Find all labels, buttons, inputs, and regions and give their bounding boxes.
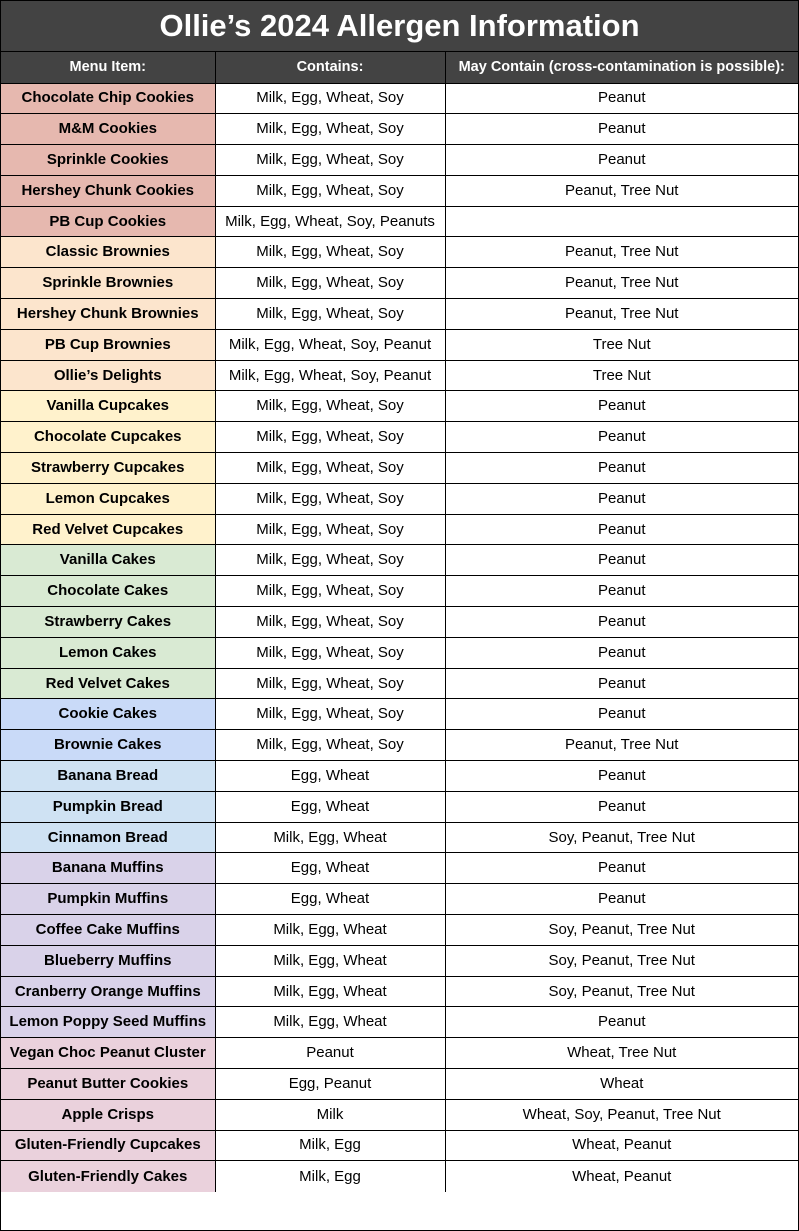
may-contain-cell: Peanut, Tree Nut (445, 730, 798, 761)
may-contain-cell: Peanut (445, 668, 798, 699)
contains-cell: Milk, Egg, Wheat, Soy (215, 145, 445, 176)
may-contain-cell: Tree Nut (445, 329, 798, 360)
may-contain-cell: Peanut, Tree Nut (445, 268, 798, 299)
menu-item-cell: Lemon Poppy Seed Muffins (1, 1007, 215, 1038)
contains-cell: Milk, Egg, Wheat, Soy (215, 637, 445, 668)
contains-cell: Milk, Egg, Wheat (215, 915, 445, 946)
table-row (1, 237, 798, 268)
may-contain-cell: Peanut (445, 607, 798, 638)
table-row (1, 915, 798, 946)
contains-cell: Milk, Egg, Wheat, Soy (215, 391, 445, 422)
may-contain-cell: Peanut (445, 576, 798, 607)
menu-item-cell: Vegan Choc Peanut Cluster (1, 1038, 215, 1069)
menu-item-cell: Hershey Chunk Cookies (1, 175, 215, 206)
contains-cell: Milk, Egg, Wheat (215, 976, 445, 1007)
contains-cell: Milk, Egg, Wheat (215, 945, 445, 976)
contains-cell: Milk, Egg, Wheat, Soy (215, 514, 445, 545)
menu-item-cell: Red Velvet Cupcakes (1, 514, 215, 545)
may-contain-cell: Peanut (445, 145, 798, 176)
menu-item-cell: Peanut Butter Cookies (1, 1069, 215, 1100)
menu-item-cell: Cranberry Orange Muffins (1, 976, 215, 1007)
may-contain-cell: Peanut (445, 637, 798, 668)
contains-cell: Milk, Egg, Wheat, Soy (215, 175, 445, 206)
contains-cell: Egg, Peanut (215, 1069, 445, 1100)
table-row (1, 145, 798, 176)
menu-item-cell: Strawberry Cakes (1, 607, 215, 638)
contains-cell: Milk, Egg, Wheat, Soy (215, 237, 445, 268)
table-row (1, 1038, 798, 1069)
may-contain-cell: Peanut (445, 791, 798, 822)
menu-item-cell: Classic Brownies (1, 237, 215, 268)
menu-item-cell: Gluten-Friendly Cupcakes (1, 1130, 215, 1161)
table-row (1, 791, 798, 822)
contains-cell: Milk, Egg, Wheat, Soy, Peanuts (215, 206, 445, 237)
may-contain-cell: Peanut, Tree Nut (445, 237, 798, 268)
contains-cell: Milk, Egg, Wheat, Soy, Peanut (215, 360, 445, 391)
table-row (1, 422, 798, 453)
menu-item-cell: Hershey Chunk Brownies (1, 299, 215, 330)
menu-item-cell: Banana Bread (1, 761, 215, 792)
menu-item-cell: Apple Crisps (1, 1099, 215, 1130)
table-row (1, 360, 798, 391)
menu-item-cell: Chocolate Chip Cookies (1, 83, 215, 114)
table-row (1, 299, 798, 330)
table-row (1, 1099, 798, 1130)
may-contain-cell: Peanut (445, 483, 798, 514)
may-contain-cell: Soy, Peanut, Tree Nut (445, 976, 798, 1007)
may-contain-cell: Peanut (445, 699, 798, 730)
page-title: Ollie’s 2024 Allergen Information (1, 1, 798, 52)
menu-item-cell: Chocolate Cupcakes (1, 422, 215, 453)
table-row (1, 114, 798, 145)
may-contain-cell: Wheat (445, 1069, 798, 1100)
table-row (1, 576, 798, 607)
menu-item-cell: Vanilla Cakes (1, 545, 215, 576)
contains-cell: Milk, Egg, Wheat, Soy (215, 576, 445, 607)
menu-item-cell: Gluten-Friendly Cakes (1, 1161, 215, 1192)
may-contain-cell: Soy, Peanut, Tree Nut (445, 915, 798, 946)
contains-cell: Milk, Egg, Wheat, Soy (215, 422, 445, 453)
header-row (1, 52, 798, 83)
may-contain-cell: Peanut, Tree Nut (445, 175, 798, 206)
table-row (1, 730, 798, 761)
contains-cell: Milk, Egg, Wheat, Soy (215, 545, 445, 576)
table-row (1, 391, 798, 422)
contains-cell: Milk, Egg (215, 1161, 445, 1192)
table-row (1, 607, 798, 638)
menu-item-cell: Vanilla Cupcakes (1, 391, 215, 422)
table-row (1, 483, 798, 514)
table-row (1, 1007, 798, 1038)
column-header-menu-item: Menu Item: (1, 52, 215, 83)
table-row (1, 853, 798, 884)
menu-item-cell: Red Velvet Cakes (1, 668, 215, 699)
menu-item-cell: Chocolate Cakes (1, 576, 215, 607)
menu-item-cell: Pumpkin Bread (1, 791, 215, 822)
may-contain-cell: Tree Nut (445, 360, 798, 391)
menu-item-cell: Sprinkle Cookies (1, 145, 215, 176)
menu-item-cell: Coffee Cake Muffins (1, 915, 215, 946)
contains-cell: Milk, Egg, Wheat (215, 822, 445, 853)
contains-cell: Egg, Wheat (215, 853, 445, 884)
menu-item-cell: Blueberry Muffins (1, 945, 215, 976)
may-contain-cell: Peanut (445, 391, 798, 422)
contains-cell: Peanut (215, 1038, 445, 1069)
may-contain-cell: Peanut (445, 853, 798, 884)
may-contain-cell: Peanut (445, 453, 798, 484)
menu-item-cell: Lemon Cakes (1, 637, 215, 668)
may-contain-cell (445, 206, 798, 237)
may-contain-cell: Wheat, Peanut (445, 1161, 798, 1192)
may-contain-cell: Peanut, Tree Nut (445, 299, 798, 330)
table-row (1, 884, 798, 915)
menu-item-cell: Cookie Cakes (1, 699, 215, 730)
menu-item-cell: Pumpkin Muffins (1, 884, 215, 915)
may-contain-cell: Peanut (445, 514, 798, 545)
contains-cell: Milk, Egg (215, 1130, 445, 1161)
contains-cell: Milk, Egg, Wheat, Soy (215, 483, 445, 514)
contains-cell: Milk (215, 1099, 445, 1130)
table-row (1, 1161, 798, 1192)
may-contain-cell: Wheat, Soy, Peanut, Tree Nut (445, 1099, 798, 1130)
menu-item-cell: Banana Muffins (1, 853, 215, 884)
menu-item-cell: Sprinkle Brownies (1, 268, 215, 299)
table-row (1, 175, 798, 206)
table-row (1, 761, 798, 792)
menu-item-cell: Ollie’s Delights (1, 360, 215, 391)
table-row (1, 945, 798, 976)
table-row (1, 699, 798, 730)
table-row (1, 329, 798, 360)
column-header-contains: Contains: (215, 52, 445, 83)
table-row (1, 453, 798, 484)
allergen-table (1, 52, 798, 1192)
may-contain-cell: Peanut (445, 884, 798, 915)
menu-item-cell: Strawberry Cupcakes (1, 453, 215, 484)
may-contain-cell: Wheat, Peanut (445, 1130, 798, 1161)
menu-item-cell: Brownie Cakes (1, 730, 215, 761)
may-contain-cell: Soy, Peanut, Tree Nut (445, 822, 798, 853)
table-row (1, 976, 798, 1007)
contains-cell: Milk, Egg, Wheat, Soy (215, 453, 445, 484)
may-contain-cell: Peanut (445, 114, 798, 145)
table-row (1, 637, 798, 668)
contains-cell: Egg, Wheat (215, 791, 445, 822)
contains-cell: Milk, Egg, Wheat, Soy (215, 268, 445, 299)
contains-cell: Milk, Egg, Wheat, Soy (215, 299, 445, 330)
menu-item-cell: Lemon Cupcakes (1, 483, 215, 514)
contains-cell: Milk, Egg, Wheat, Soy (215, 668, 445, 699)
may-contain-cell: Peanut (445, 761, 798, 792)
contains-cell: Milk, Egg, Wheat, Soy, Peanut (215, 329, 445, 360)
table-row (1, 268, 798, 299)
menu-item-cell: M&M Cookies (1, 114, 215, 145)
contains-cell: Milk, Egg, Wheat, Soy (215, 83, 445, 114)
contains-cell: Egg, Wheat (215, 761, 445, 792)
table-row (1, 206, 798, 237)
column-header-may-contain: May Contain (cross-contamination is possible): (445, 52, 798, 83)
contains-cell: Milk, Egg, Wheat (215, 1007, 445, 1038)
may-contain-cell: Peanut (445, 83, 798, 114)
contains-cell: Egg, Wheat (215, 884, 445, 915)
table-row (1, 668, 798, 699)
may-contain-cell: Wheat, Tree Nut (445, 1038, 798, 1069)
table-row (1, 514, 798, 545)
menu-item-cell: PB Cup Brownies (1, 329, 215, 360)
contains-cell: Milk, Egg, Wheat, Soy (215, 699, 445, 730)
menu-item-cell: PB Cup Cookies (1, 206, 215, 237)
table-row (1, 83, 798, 114)
table-row (1, 1130, 798, 1161)
may-contain-cell: Peanut (445, 545, 798, 576)
may-contain-cell: Peanut (445, 1007, 798, 1038)
menu-item-cell: Cinnamon Bread (1, 822, 215, 853)
may-contain-cell: Soy, Peanut, Tree Nut (445, 945, 798, 976)
contains-cell: Milk, Egg, Wheat, Soy (215, 607, 445, 638)
may-contain-cell: Peanut (445, 422, 798, 453)
contains-cell: Milk, Egg, Wheat, Soy (215, 114, 445, 145)
contains-cell: Milk, Egg, Wheat, Soy (215, 730, 445, 761)
table-row (1, 1069, 798, 1100)
table-row (1, 822, 798, 853)
table-row (1, 545, 798, 576)
